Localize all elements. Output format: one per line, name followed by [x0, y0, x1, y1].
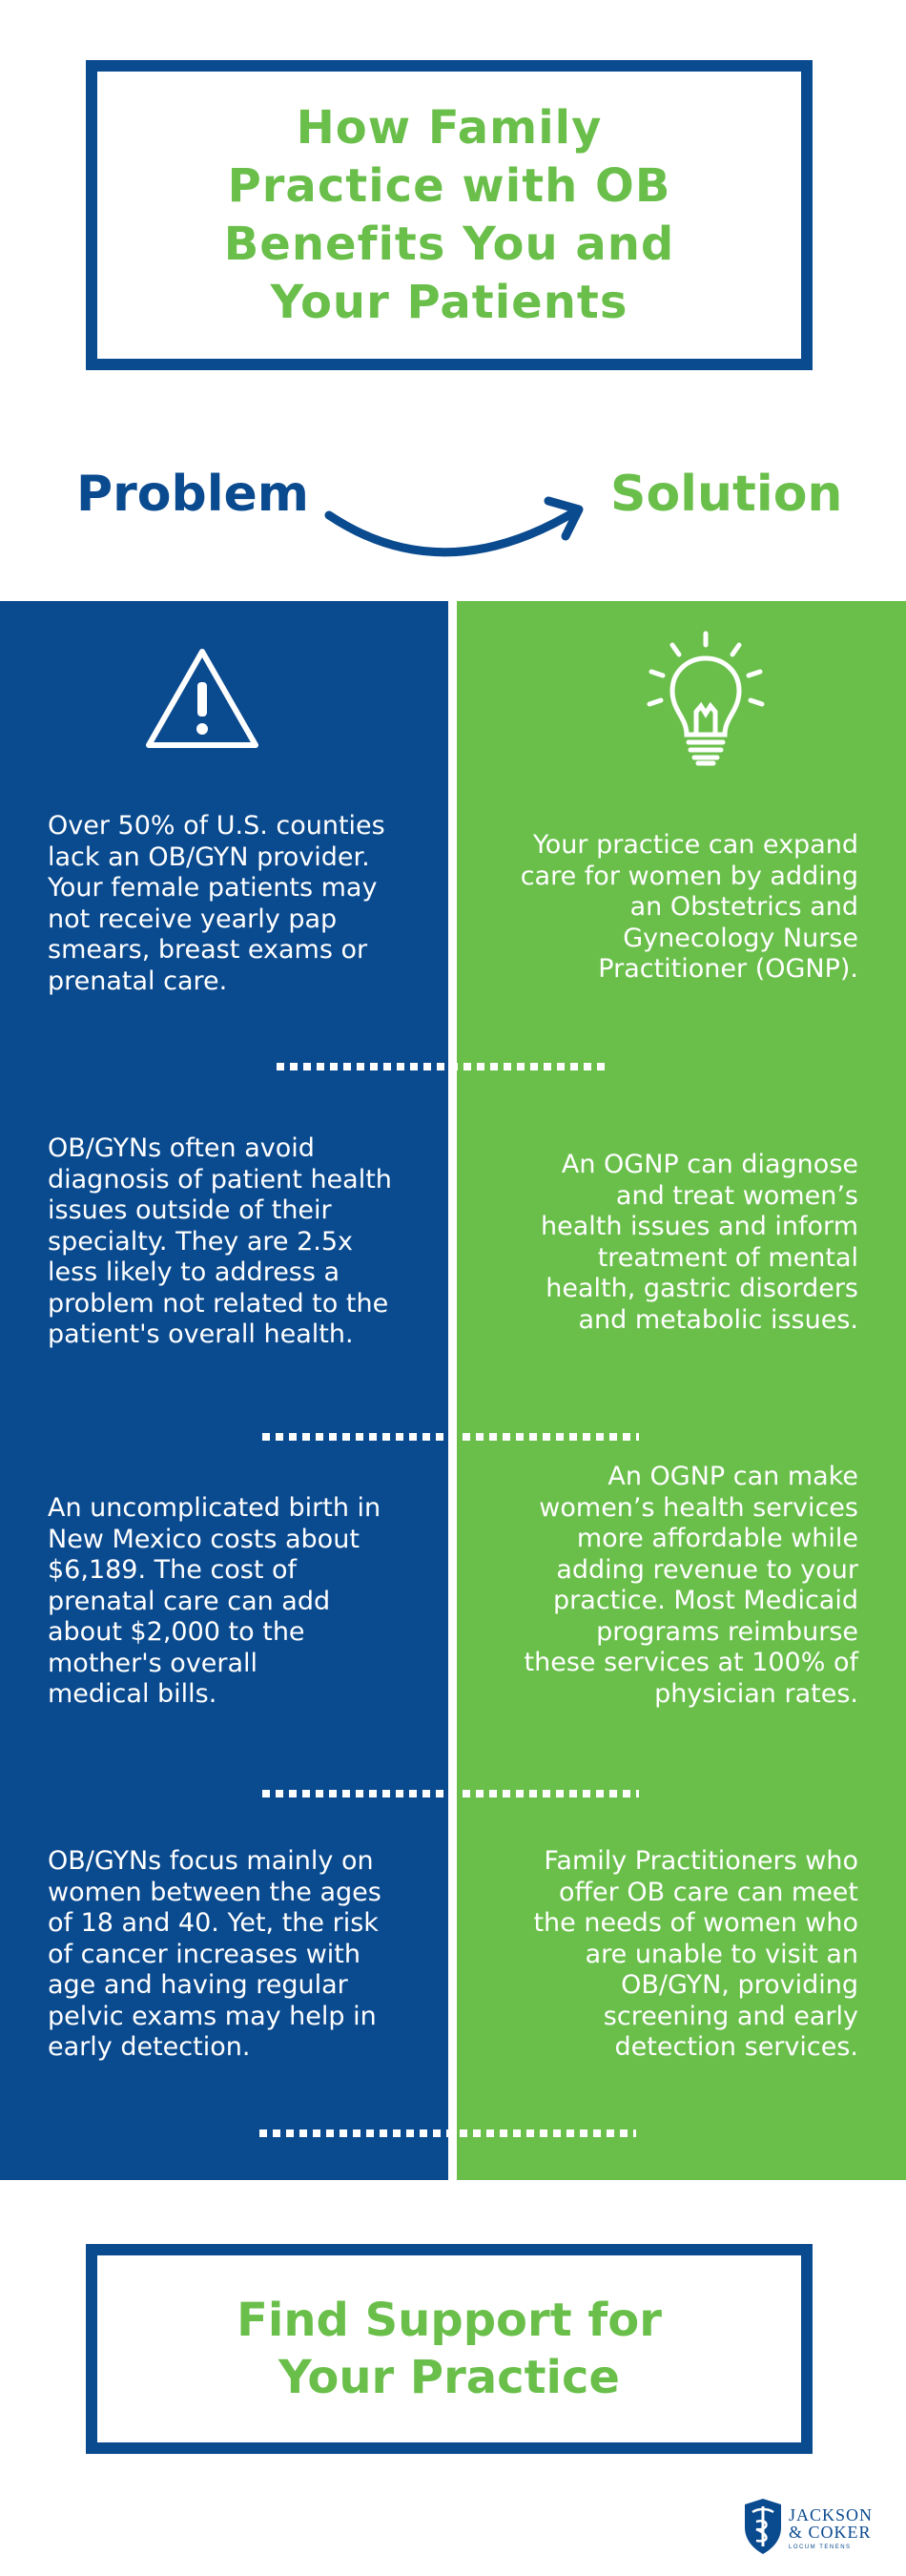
problem-text-1: Over 50% of U.S. counties lack an OB/GYN provider. Your female patients may not receive yearly pap smears, breast exams or prenatal care. [48, 811, 385, 996]
divider [262, 1790, 639, 1797]
solution-text-3: An OGNP can make women’s health services more affordable while adding revenue to your practice. Most Medicaid programs reimburse these services at 100% of physician rates. [524, 1462, 858, 1709]
problem-text-2: OB/GYNs often avoid diagnosis of patient health issues outside of their specialty. They are 2.5x less likely to address a problem not related to the patient's overall health. [48, 1133, 392, 1349]
problem-heading: Problem [76, 466, 309, 523]
caduceus-shield-icon [741, 2497, 785, 2556]
solution-text-4: Family Practitioners who offer OB care can meet the needs of women who are unable to visit an OB/GYN, providing screening and early detection services. [533, 1846, 858, 2062]
logo [739, 2495, 892, 2562]
logo-name: JACKSON & COKER [789, 2505, 874, 2542]
logo-tagline: LOCUM TENENS [789, 2545, 852, 2550]
solution-text-2: An OGNP can diagnose and treat women’s health issues and inform treatment of mental health, gastric disorders and metabolic issues. [540, 1150, 858, 1335]
solution-text-1: Your practice can expand care for women by adding an Obstetrics and Gynecology Nurse Practitioner (OGNP). [520, 830, 858, 984]
solution-heading: Solution [610, 466, 843, 523]
warning-triangle-icon [143, 644, 262, 754]
curved-arrow-icon [319, 487, 591, 572]
lightbulb-icon [644, 630, 768, 773]
title-box [86, 60, 813, 370]
cta-heading: Find Support for Your Practice [237, 2294, 662, 2404]
problem-text-4: OB/GYNs focus mainly on women between the ages of 18 and 40. Yet, the risk of cancer increases with age and having regular pelvic exams may help in early detection. [48, 1846, 381, 2062]
divider [259, 2129, 636, 2137]
page-title: How Family Practice with OB Benefits You and Your Patients [223, 100, 675, 329]
problem-text-3: An uncomplicated birth in New Mexico costs about $6,189. The cost of prenatal care can add about $2,000 to the mother's overall medical bills. [48, 1493, 381, 1709]
divider [262, 1433, 639, 1441]
cta-box[interactable] [86, 2244, 813, 2454]
divider [277, 1063, 610, 1070]
